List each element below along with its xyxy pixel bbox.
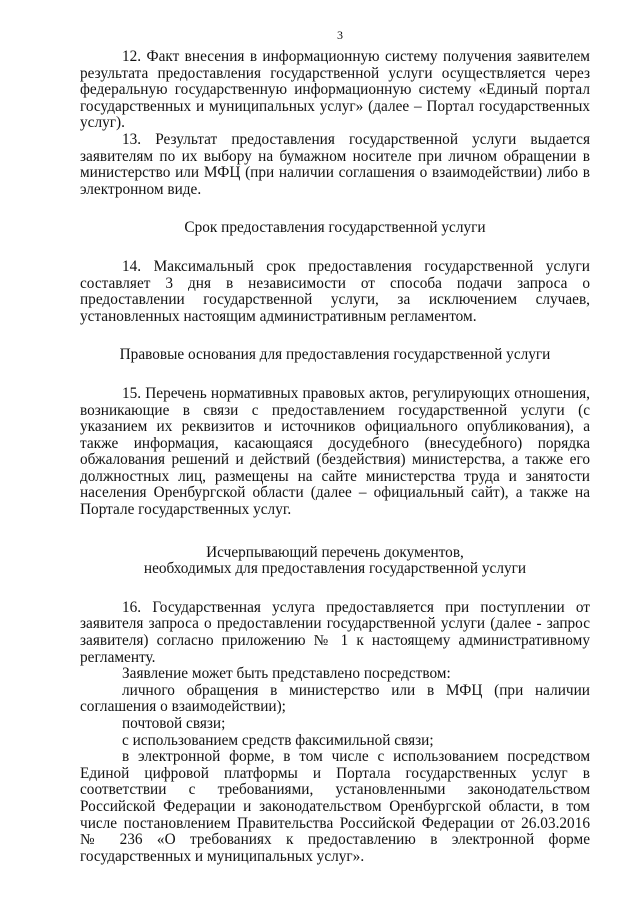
page-number: 3 [337, 28, 343, 42]
heading-documents-line2: необходимых для предоставления государственной услуги [143, 560, 527, 578]
paragraph-14: 14. Максимальный срок предоставления государственной услуги составляет 3 дня в независимости от способа подачи запроса о предоставлении государственной услуги, за исключением случаев, установленных настоящим административным регламентом. [80, 257, 590, 325]
paragraph-16-way-electronic: в электронной форме, в том числе с использованием посредством Единой цифровой платформы и Портала государственных услуг в соответствии с требованиями, установленными законодательством Российской Федерации и законодательством Оренбургской области, в том числе постановлением Правительства Российской Федерации от 26.03.2016 № 236 «О требованиях к предоставлению в электронной форме государственных и муниципальных услуг». [80, 748, 590, 865]
paragraph-16-way-fax: с использованием средств факсимильной связи; [122, 731, 434, 749]
paragraph-16-way-personal: личного обращения в министерство или в МФЦ (при наличии соглашения о взаимодействии); [80, 681, 590, 716]
heading-term: Срок предоставления государственной услуги [184, 219, 486, 237]
paragraph-13: 13. Результат предоставления государственной услуги выдается заявителям по их выбору на бумажном носителе при личном обращении в министерство или МФЦ (при наличии соглашения о взаимодействии) либо в электронном виде. [80, 130, 590, 198]
heading-legal-basis: Правовые основания для предоставления государственной услуги [119, 346, 551, 364]
heading-documents-line1: Исчерпывающий перечень документов, [206, 543, 464, 561]
paragraph-15: 15. Перечень нормативных правовых актов, регулирующих отношения, возникающие в связи с предоставлением государственной услуги (с указанием их реквизитов и источников официального опубликования), а также информация, касающаяся досудебного (внесудебного) порядка обжалования решений и действий (бездействия) министерства, а также его должностных лиц, размещены на сайте министерства труда и занятости населения Оренбургской области (далее – официальный сайт), а также на Портале государственных услуг. [80, 384, 590, 519]
paragraph-12: 12. Факт внесения в информационную систему получения заявителем результата предоставления государственной услуги осуществляется через федеральную государственную информационную систему «Единый портал государственных и муниципальных услуг» (далее – Портал государственных услуг). [80, 48, 590, 132]
paragraph-16-way-post: почтовой связи; [122, 715, 226, 732]
paragraph-16: 16. Государственная услуга предоставляется при поступлении от заявителя запроса о предоставлении государственной услуги (далее - запрос заявителя) согласно приложению № 1 к настоящему административному регламенту. [80, 598, 590, 666]
paragraph-16-ways-intro: Заявление может быть представлено посредством: [122, 665, 451, 683]
